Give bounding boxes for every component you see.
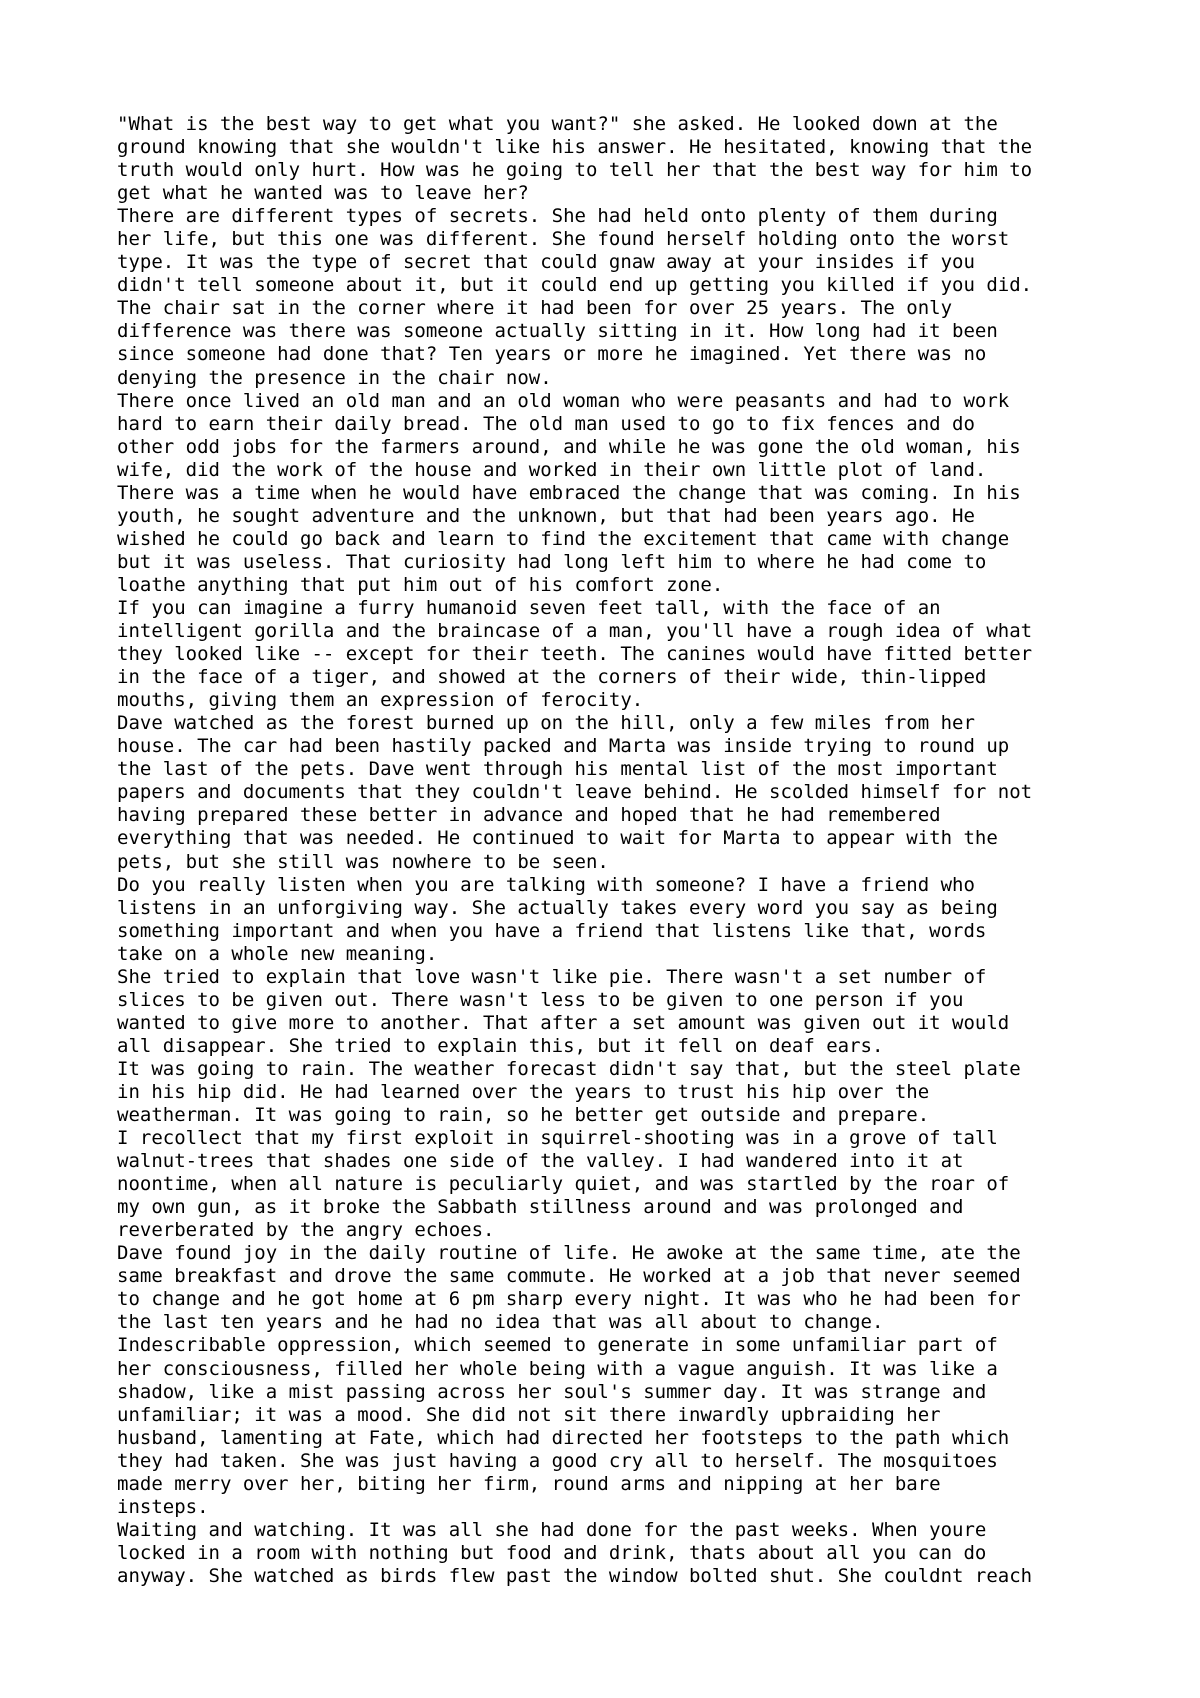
text-line: "What is the best way to get what you want?" she asked. He looked down at the	[117, 113, 998, 135]
text-line: There once lived an old man and an old woman who were peasants and had to work	[117, 389, 1010, 412]
text-line: wished he could go back and learn to find the excitement that came with change	[117, 527, 1010, 550]
text-line: her life, but this one was different. She found herself holding onto the worst	[117, 228, 1010, 251]
text-line: It was going to rain. The weather forecast didn't say that, but the steel plate	[117, 1057, 1021, 1080]
text-line: same breakfast and drove the same commute. He worked at a job that never seemed	[117, 1265, 1021, 1288]
text-line: There are different types of secrets. She had held onto plenty of them during	[117, 205, 998, 228]
text-line: youth, he sought adventure and the unknown, but that had been years ago. He	[117, 504, 975, 527]
text-line: pets, but she still was nowhere to be seen.	[117, 850, 609, 873]
text-line: I recollect that my first exploit in squirrel-shooting was in a grove of tall	[117, 1127, 998, 1150]
text-line: She tried to explain that love wasn't like pie. There wasn't a set number of	[117, 965, 987, 988]
text-line: Indescribable oppression, which seemed to generate in some unfamiliar part of	[117, 1334, 998, 1357]
text-line: all disappear. She tried to explain this, but it fell on deaf ears.	[117, 1034, 884, 1057]
text-line: something important and when you have a friend that listens like that, words	[117, 919, 987, 942]
text-line: made merry over her, biting her firm, round arms and nipping at her bare	[117, 1472, 941, 1495]
text-line: listens in an unforgiving way. She actually takes every word you say as being	[117, 896, 998, 919]
text-line: loathe anything that put him out of his comfort zone.	[117, 573, 724, 596]
text-line: noontime, when all nature is peculiarly quiet, and was startled by the roar of	[117, 1173, 1010, 1196]
text-line: they had taken. She was just having a good cry all to herself. The mosquitoes	[117, 1449, 998, 1472]
text-line: didn't tell someone about it, but it could end up getting you killed if you did.	[117, 274, 1033, 297]
text-line: mouths, giving them an expression of ferocity.	[117, 689, 644, 712]
text-line: There was a time when he would have embraced the change that was coming. In his	[117, 481, 1021, 504]
text-line: shadow, like a mist passing across her soul's summer day. It was strange and	[117, 1380, 987, 1403]
text-line: they looked like -- except for their teeth. The canines would have fitted better	[117, 643, 1033, 666]
text-line: having prepared these better in advance and hoped that he had remembered	[117, 804, 941, 827]
text-line: reverberated by the angry echoes.	[117, 1219, 495, 1242]
document-body	[117, 113, 1117, 1588]
text-line: If you can imagine a furry humanoid seven feet tall, with the face of an	[117, 596, 941, 619]
text-line: to change and he got home at 6 pm sharp every night. It was who he had been for	[117, 1288, 1021, 1311]
text-line: insteps.	[117, 1495, 209, 1518]
text-line: weatherman. It was going to rain, so he better get outside and prepare.	[117, 1104, 930, 1127]
text-line: in the face of a tiger, and showed at the corners of their wide, thin-lipped	[117, 666, 987, 689]
text-line: my own gun, as it broke the Sabbath stillness around and was prolonged and	[117, 1196, 964, 1219]
text-line: The chair sat in the corner where it had been for over 25 years. The only	[117, 297, 953, 320]
text-line: Dave found joy in the daily routine of life. He awoke at the same time, ate the	[117, 1242, 1021, 1265]
text-line: walnut-trees that shades one side of the valley. I had wandered into it at	[117, 1150, 964, 1173]
text-line: unfamiliar; it was a mood. She did not sit there inwardly upbraiding her	[117, 1403, 941, 1426]
text-line: Dave watched as the forest burned up on the hill, only a few miles from her	[117, 712, 975, 735]
text-line: get what he wanted was to leave her?	[117, 182, 529, 205]
text-line: intelligent gorilla and the braincase of a man, you'll have a rough idea of what	[117, 620, 1033, 643]
text-line: everything that was needed. He continued to wait for Marta to appear with the	[117, 827, 998, 850]
text-line: other odd jobs for the farmers around, and while he was gone the old woman, his	[117, 435, 1021, 458]
text-line: locked in a room with nothing but food and drink, thats about all you can do	[117, 1541, 987, 1564]
text-line: wife, did the work of the house and worked in their own little plot of land.	[117, 458, 987, 481]
text-line: slices to be given out. There wasn't less to be given to one person if you	[117, 988, 964, 1011]
text-line: Do you really listen when you are talking with someone? I have a friend who	[117, 873, 975, 896]
text-line: wanted to give more to another. That after a set amount was given out it would	[117, 1011, 1010, 1034]
text-line: in his hip did. He had learned over the years to trust his hip over the	[117, 1080, 930, 1103]
text-line: ground knowing that she wouldn't like his answer. He hesitated, knowing that the	[117, 136, 1033, 159]
text-line: difference was there was someone actually sitting in it. How long had it been	[117, 320, 998, 343]
text-line: the last of the pets. Dave went through his mental list of the most important	[117, 758, 998, 781]
text-line: house. The car had been hastily packed and Marta was inside trying to round up	[117, 735, 1010, 758]
text-line: denying the presence in the chair now.	[117, 366, 552, 389]
text-line: but it was useless. That curiosity had long left him to where he had come to	[117, 550, 987, 573]
text-line: papers and documents that they couldn't leave behind. He scolded himself for not	[117, 781, 1033, 804]
text-line: since someone had done that? Ten years or more he imagined. Yet there was no	[117, 343, 987, 366]
text-line: the last ten years and he had no idea that was all about to change.	[117, 1311, 884, 1334]
text-line: Waiting and watching. It was all she had done for the past weeks. When youre	[117, 1518, 987, 1541]
text-line: anyway. She watched as birds flew past the window bolted shut. She couldnt reach	[117, 1564, 1033, 1587]
text-line: husband, lamenting at Fate, which had directed her footsteps to the path which	[117, 1426, 1010, 1449]
text-line: type. It was the type of secret that could gnaw away at your insides if you	[117, 251, 975, 274]
text-line: hard to earn their daily bread. The old man used to go to fix fences and do	[117, 412, 975, 435]
text-line: truth would only hurt. How was he going to tell her that the best way for him to	[117, 159, 1033, 182]
text-line: take on a whole new meaning.	[117, 942, 438, 965]
text-line: her consciousness, filled her whole being with a vague anguish. It was like a	[117, 1357, 998, 1380]
